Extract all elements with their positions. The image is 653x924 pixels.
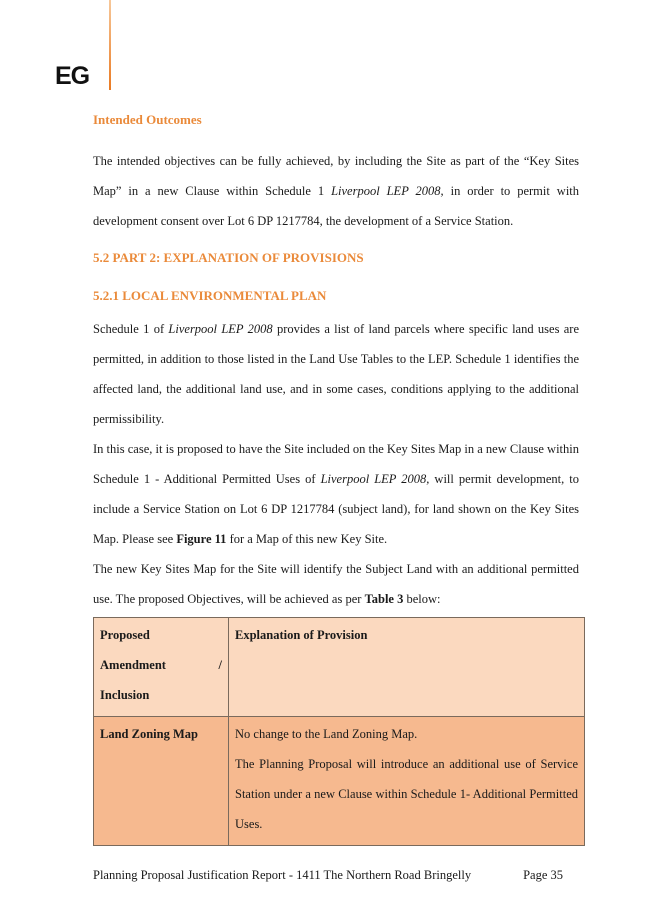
intended-outcomes-paragraph xyxy=(93,146,579,236)
part2-heading: 5.2 PART 2: EXPLANATION OF PROVISIONS xyxy=(93,250,364,265)
lep-heading: 5.2.1 LOCAL ENVIRONMENTAL PLAN xyxy=(93,288,327,303)
row-label: Land Zoning Map xyxy=(100,727,198,741)
logo-text: EG xyxy=(55,62,90,90)
text-run: The intended objectives can be fully achieved, by including the Site as part of the “Key Sites Map” in a new Clause within Schedule 1 xyxy=(93,154,579,198)
intended-outcomes-heading: Intended Outcomes xyxy=(93,112,202,127)
lep-paragraph-2 xyxy=(93,434,579,554)
text-run: The new Key Sites Map for the Site will identify the Subject Land with an additional permitted use. The proposed Objectives, will be achieved as per xyxy=(93,562,579,606)
footer-title: Planning Proposal Justification Report - 1411 The Northern Road Bringelly xyxy=(93,868,472,882)
italic-run: Liverpool LEP 2008, xyxy=(331,184,444,198)
italic-run: Liverpool LEP 2008 xyxy=(168,322,273,336)
header-cell-amendment xyxy=(94,618,229,717)
provisions-table xyxy=(93,617,585,846)
explanation-line: No change to the Land Zoning Map. xyxy=(235,727,418,741)
text-run: provides a list of land parcels where specific land uses are permitted, in addition to those listed in the Land Use Tables to the LEP. Schedule 1 identifies the affected land, the additional land use, and in some cases, conditions applying to the additional permissibility. xyxy=(93,322,580,426)
text-run: will permit development, to include a Service Station on Lot 6 DP 1217784 (subject land), for land shown on the Key Sites Map. Please see xyxy=(93,472,580,546)
company-logo xyxy=(55,0,125,95)
header-line: Inclusion xyxy=(100,688,150,702)
table-row xyxy=(94,717,585,846)
text-run: for a Map of this new Key Site. xyxy=(226,532,388,546)
bold-run: Figure 11 xyxy=(176,532,227,546)
page-number: Page 35 xyxy=(523,868,563,882)
text-run: below: xyxy=(403,592,441,606)
header-text: Explanation of Provision xyxy=(235,628,368,642)
document-body xyxy=(93,110,579,614)
header-line xyxy=(100,650,222,680)
text-run: In this case, it is proposed to have the Site included on the Key Sites Map in a new Clause within Schedule 1 - Additional Permitted Uses of xyxy=(93,442,579,486)
header-line: Proposed xyxy=(100,628,150,642)
row-explanation-cell xyxy=(229,717,585,846)
text-run: in order to permit with development consent over Lot 6 DP 1217784, the development of a Service Station. xyxy=(93,184,580,228)
bold-run: Table 3 xyxy=(364,592,404,606)
lep-paragraph-3 xyxy=(93,554,579,614)
page-footer xyxy=(93,868,563,883)
italic-run: Liverpool LEP 2008, xyxy=(320,472,430,486)
explanation-line: The Planning Proposal will introduce an additional use of Service Station under a new Clause within Schedule 1- Additional Permitted Uses. xyxy=(235,757,578,831)
row-label-cell xyxy=(94,717,229,846)
header-word: Amendment xyxy=(100,658,166,672)
table-header-row xyxy=(94,618,585,717)
lep-paragraph-1 xyxy=(93,314,579,434)
header-cell-explanation xyxy=(229,618,585,717)
logo-accent-bar xyxy=(109,0,111,90)
header-slash: / xyxy=(218,658,222,672)
text-run: Schedule 1 of xyxy=(93,322,169,336)
